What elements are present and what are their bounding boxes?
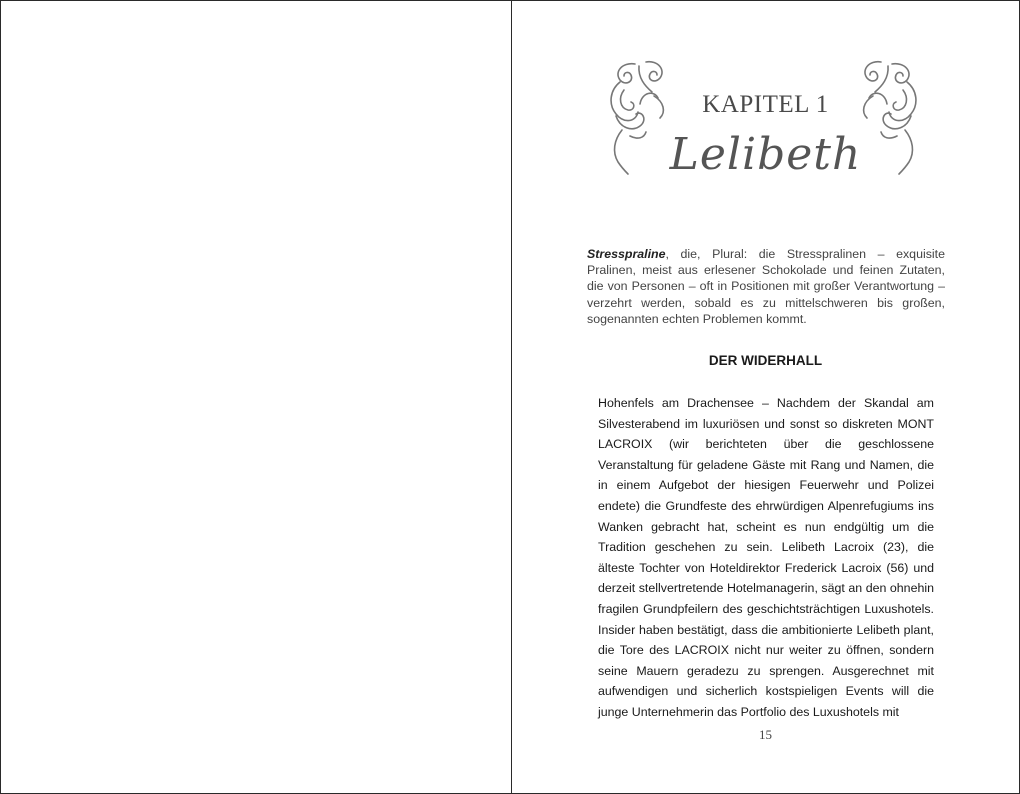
- right-page: [512, 1, 1019, 793]
- definition-term: Stresspraline: [587, 247, 666, 261]
- news-heading: DER WIDERHALL: [708, 353, 823, 368]
- chapter-label: KAPITEL 1: [702, 91, 829, 118]
- page-number: 15: [759, 727, 772, 742]
- chapter-name: Lelibeth: [669, 129, 862, 180]
- news-body: Hohenfels am Drachensee – Nachdem der Skandal am Silvesterabend im luxuriösen und sonst so diskreten MONT LACROIX (wir berichteten über die geschlossene Veranstaltung für geladene Gäste mit Rang und Namen, die in einem Aufgebot der hiesigen Feuerwehr und Polizei endete) die Grundfeste des ehrwürdigen Alpenrefugiums ins Wanken gebracht hat, scheint es nun endgültig um die Tradition geschehen zu sein. Lelibeth Lacroix (23), die älteste Tochter von Hoteldirektor Frederick Lacroix (56) und derzeit stellvertretende Hotelmanagerin, sägt an den ohnehin fragilen Grundpfeilern des geschichtsträchtigen Luxushotels. Insider haben bestätigt, dass die ambitionierte Lelibeth plant, die Tore des LACROIX nicht nur weiter zu öffnen, sondern seine Mauern geradezu zu sprengen. Ausgerechnet mit aufwendigen und sicherlich kostspieligen Events will die junge Unternehmerin das Portfolio des Luxushotels mit: [598, 396, 934, 719]
- left-page: [1, 1, 512, 793]
- definition-paragraph: [587, 246, 945, 327]
- definition-text: , die, Plural: die Stresspralinen – exquisite Pralinen, meist aus erlesener Schokolade und feinen Zutaten, die von Personen – oft in Positionen mit großer Verantwortung – verzehrt werden, sobald es zu mittelschweren bis großen, sogenannten echten Problemen kommt.: [587, 247, 945, 326]
